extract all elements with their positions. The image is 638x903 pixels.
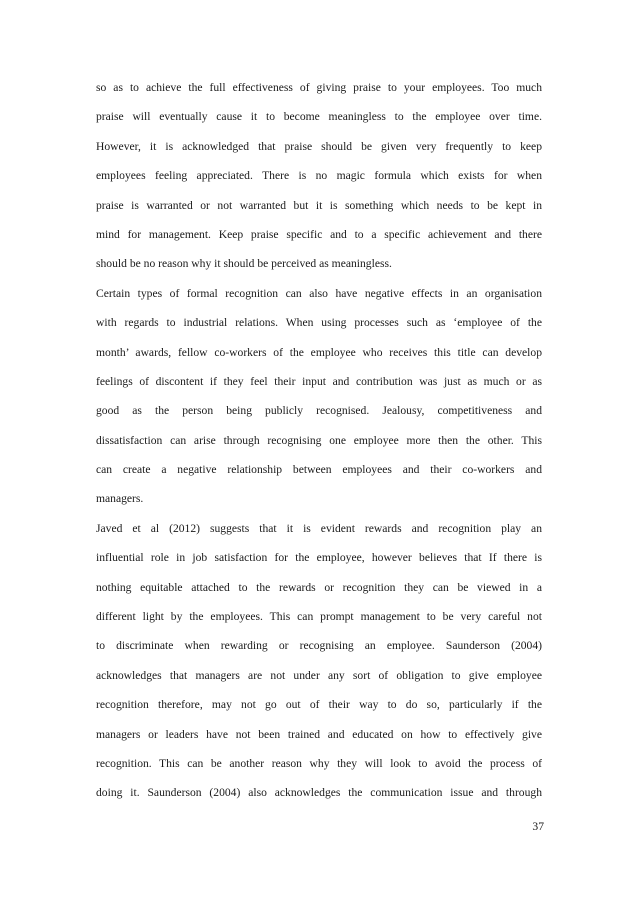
text-line: mind for management. Keep praise specific and to a specific achievement and there <box>96 227 542 241</box>
page-number: 37 <box>532 820 544 833</box>
text-line: can create a negative relationship between employees and their co-workers and <box>96 463 542 477</box>
text-line: influential role in job satisfaction for the employee, however believes that If there is <box>96 551 542 565</box>
text-line: managers or leaders have not been trained and educated on how to effectively give <box>96 727 542 741</box>
text-line: doing it. Saunderson (2004) also acknowledges the communication issue and through <box>96 786 542 800</box>
text-line: praise will eventually cause it to become meaningless to the employee over time. <box>96 110 542 124</box>
body-text <box>96 73 542 808</box>
text-line: to discriminate when rewarding or recognising an employee. Saunderson (2004) <box>96 639 542 653</box>
text-line: month’ awards, fellow co-workers of the employee who receives this title can develop <box>96 345 542 359</box>
text-line: However, it is acknowledged that praise should be given very frequently to keep <box>96 139 542 153</box>
text-line: employees feeling appreciated. There is no magic formula which exists for when <box>96 169 542 183</box>
text-line: different light by the employees. This can prompt management to be very careful not <box>96 610 542 624</box>
text-line: feelings of discontent if they feel their input and contribution was just as much or as <box>96 374 542 388</box>
text-line: recognition. This can be another reason why they will look to avoid the process of <box>96 756 542 770</box>
paragraph-2 <box>96 279 542 514</box>
paragraph-1 <box>96 73 542 279</box>
text-line: recognition therefore, may not go out of their way to do so, particularly if the <box>96 698 542 712</box>
text-line: should be no reason why it should be perceived as meaningless. <box>96 257 392 271</box>
text-line: praise is warranted or not warranted but it is something which needs to be kept in <box>96 198 542 212</box>
text-line: Javed et al (2012) suggests that it is evident rewards and recognition play an <box>96 521 542 535</box>
text-line: nothing equitable attached to the rewards or recognition they can be viewed in a <box>96 580 542 594</box>
text-line: managers. <box>96 492 144 506</box>
text-line: acknowledges that managers are not under any sort of obligation to give employee <box>96 668 542 682</box>
text-line: Certain types of formal recognition can also have negative effects in an organisation <box>96 286 542 300</box>
text-line: good as the person being publicly recognised. Jealousy, competitiveness and <box>96 404 542 418</box>
text-line: so as to achieve the full effectiveness of giving praise to your employees. Too much <box>96 81 542 94</box>
text-line: with regards to industrial relations. When using processes such as ‘employee of the <box>96 316 542 330</box>
text-line: dissatisfaction can arise through recognising one employee more then the other. This <box>96 433 542 447</box>
paragraph-3 <box>96 514 542 808</box>
